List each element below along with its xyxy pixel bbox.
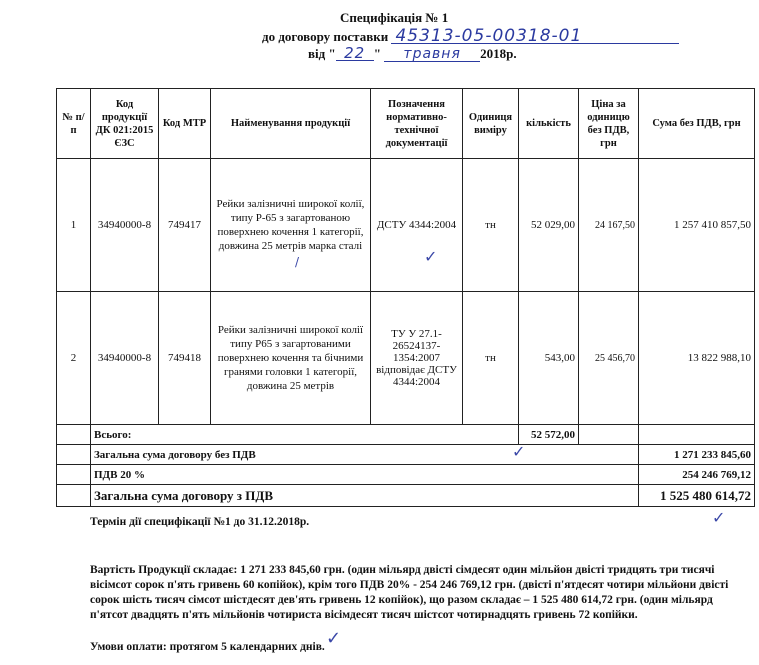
cell-name: Рейки залізничні широкої колії типу Р65 з загартованими поверхнею кочення та бічними гранями головки 1 категорії, довжина 25 метрів: [211, 292, 371, 425]
vat-label: ПДВ 20 %: [91, 465, 639, 485]
cell-code-mtr: 749418: [159, 292, 211, 425]
checkmark-icon: ✓: [326, 628, 342, 649]
vat-value: 254 246 769,12: [639, 465, 755, 485]
date-month-handwritten: травня: [384, 47, 480, 62]
cell-unit: тн: [463, 159, 519, 292]
header-code-dk: Код продукції ДК 021:2015 ЄЗС: [91, 89, 159, 159]
cell-code-dk: 34940000-8: [91, 159, 159, 292]
spec-term: Термін дії специфікації №1 до 31.12.2018р.: [90, 516, 310, 528]
cell-num: 2: [57, 292, 91, 425]
header-name: Найменування продукції: [211, 89, 371, 159]
specification-table: [56, 88, 755, 507]
sum-with-vat-label: Загальна сума договору з ПДВ: [91, 485, 639, 507]
header-qty: кількість: [519, 89, 579, 159]
cell-code-mtr: 749417: [159, 159, 211, 292]
date-line: [308, 46, 517, 62]
cell-price: 24 167,50: [579, 159, 639, 292]
header-unit: Одиниця виміру: [463, 89, 519, 159]
payment-terms: Умови оплати: протягом 5 календарних днів.: [90, 641, 325, 653]
checkmark-icon: ✓: [712, 508, 726, 527]
cell-name: Рейки залізничні широкої колії, типу Р-65 з загартованою поверхнею кочення 1 категорії, довжина 25 метрів марка сталі: [211, 159, 371, 292]
total-label: Всього:: [91, 425, 519, 445]
cell-num: 1: [57, 159, 91, 292]
checkmark-icon: /: [295, 255, 300, 269]
table-row: [57, 159, 755, 292]
total-row: [57, 425, 755, 445]
sum-with-vat-value: 1 525 480 614,72: [639, 485, 755, 507]
checkmark-icon: ✓: [512, 442, 526, 461]
total-qty: 52 572,00: [519, 425, 579, 445]
header-sum: Сума без ПДВ, грн: [639, 89, 755, 159]
cell-qty: 543,00: [519, 292, 579, 425]
sum-with-vat-row: [57, 485, 755, 507]
cell-doc: ТУ У 27.1-26524137-1354:2007 відповідає ДСТУ 4344:2004: [371, 292, 463, 425]
contract-line: [262, 26, 679, 46]
cell-sum: 13 822 988,10: [639, 292, 755, 425]
date-prefix: від ": [308, 46, 336, 61]
cell-price: 25 456,70: [579, 292, 639, 425]
header-price: Ціна за одиницю без ПДВ, грн: [579, 89, 639, 159]
sum-no-vat-row: [57, 445, 755, 465]
spec-title: Специфікація № 1: [340, 10, 449, 25]
cell-code-dk: 34940000-8: [91, 292, 159, 425]
cell-qty: 52 029,00: [519, 159, 579, 292]
header-num: № п/п: [57, 89, 91, 159]
cell-unit: тн: [463, 292, 519, 425]
checkmark-icon: ✓: [424, 247, 438, 266]
value-paragraph: Вартість Продукції складає: 1 271 233 845,60 грн. (один мільярд двісті сімдесят один мільйон двісті тридцять три тисячі вісімсот сорок п'ять гривень 60 копійок), крім того ПДВ 20% - 254 246 769,12 грн. (двісті п'ятдесят чотири мільйони двісті сорок шість тисяч сімсот шістдесят дев'ять гривень 12 копійок), що разом складає – 1 525 480 614,72 грн. (один мільярд п'ятсот двадцять п'ять мільйонів чотириста вісімдесят тисяч шістсот чотирнадцять гривень 72 копійки.: [90, 564, 729, 621]
table-row: [57, 292, 755, 425]
vat-row: [57, 465, 755, 485]
contract-prefix: до договору поставки: [262, 29, 389, 44]
sum-no-vat-value: 1 271 233 845,60: [639, 445, 755, 465]
cell-doc: ДСТУ 4344:2004: [371, 159, 463, 292]
header-doc: Позначення нормативно-технічної документації: [371, 89, 463, 159]
cell-sum: 1 257 410 857,50: [639, 159, 755, 292]
date-day-handwritten: 22: [336, 46, 374, 61]
date-mid: ": [373, 46, 381, 61]
sum-no-vat-label: Загальна сума договору без ПДВ: [91, 445, 639, 465]
header-code-mtr: Код МТР: [159, 89, 211, 159]
date-suffix: 2018р.: [480, 46, 517, 61]
table-header-row: [57, 89, 755, 159]
contract-number-handwritten: 45313-05-00318-01: [391, 29, 679, 44]
